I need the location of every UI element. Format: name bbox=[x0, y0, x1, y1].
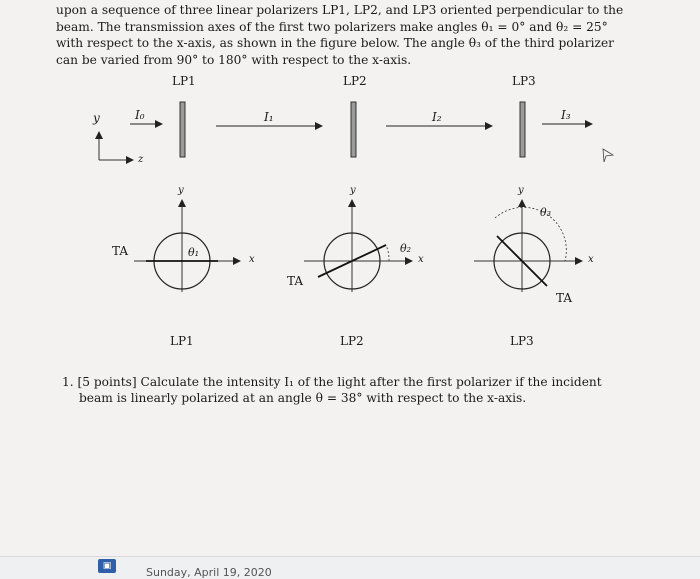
theta3-label: θ₃ bbox=[540, 206, 552, 219]
lp1-x-label: x bbox=[249, 254, 255, 265]
lp1-plate bbox=[180, 102, 185, 157]
lp2-top-label: LP2 bbox=[343, 74, 367, 88]
intensity-i0: I₀ bbox=[135, 108, 145, 122]
lp1-diagram bbox=[134, 200, 240, 292]
lp2-y-label: y bbox=[350, 185, 356, 196]
cursor-icon bbox=[603, 149, 613, 162]
paragraph-line: can be varied from 90° to 180° with respect to the x-axis. bbox=[56, 52, 412, 67]
lp3-diagram bbox=[474, 200, 582, 292]
question-line: 1. [5 points] Calculate the intensity I₁ of the light after the first polarizer if the incident bbox=[62, 375, 602, 389]
theta2-label: θ₂ bbox=[400, 242, 412, 255]
axis-z-label: z bbox=[138, 154, 144, 165]
lp1-top-label: LP1 bbox=[172, 74, 196, 88]
lp3-y-label: y bbox=[518, 185, 524, 196]
lp2-bottom-label: LP2 bbox=[340, 334, 364, 348]
lp1-ta-label: TA bbox=[112, 244, 129, 258]
taskbar-date: Sunday, April 19, 2020 bbox=[146, 566, 272, 579]
lp2-diagram bbox=[304, 200, 412, 292]
paragraph-line: upon a sequence of three linear polarizers LP1, LP2, and LP3 oriented perpendicular to the bbox=[56, 3, 624, 17]
lp3-plate bbox=[520, 102, 525, 157]
paragraph-line: beam. The transmission axes of the first two polarizers make angles θ₁ = 0° and θ₂ = 25° bbox=[56, 19, 608, 34]
lp3-x-label: x bbox=[588, 254, 594, 265]
lp2-plate bbox=[351, 102, 356, 157]
lp3-bottom-label: LP3 bbox=[510, 334, 534, 348]
intensity-i2: I₂ bbox=[432, 110, 442, 124]
paragraph-line: with respect to the x-axis, as shown in the figure below. The angle θ₃ of the third polarizer bbox=[56, 36, 614, 51]
lp1-y-label: y bbox=[178, 185, 184, 196]
lp2-ta-label: TA bbox=[287, 274, 304, 288]
intensity-i1: I₁ bbox=[264, 110, 274, 124]
intensity-i3: I₃ bbox=[561, 108, 571, 122]
axis-y-label: y bbox=[93, 111, 100, 125]
lp3-ta-label: TA bbox=[556, 291, 573, 305]
app-icon[interactable]: ▣ bbox=[98, 559, 116, 573]
question-1 bbox=[62, 374, 652, 406]
coordinate-axes bbox=[99, 132, 133, 160]
lp1-bottom-label: LP1 bbox=[170, 334, 194, 348]
question-line: beam is linearly polarized at an angle θ = 38° with respect to the x-axis. bbox=[79, 391, 527, 405]
lp3-top-label: LP3 bbox=[512, 74, 536, 88]
lp2-x-label: x bbox=[418, 254, 424, 265]
theta1-label: θ₁ bbox=[188, 246, 200, 259]
